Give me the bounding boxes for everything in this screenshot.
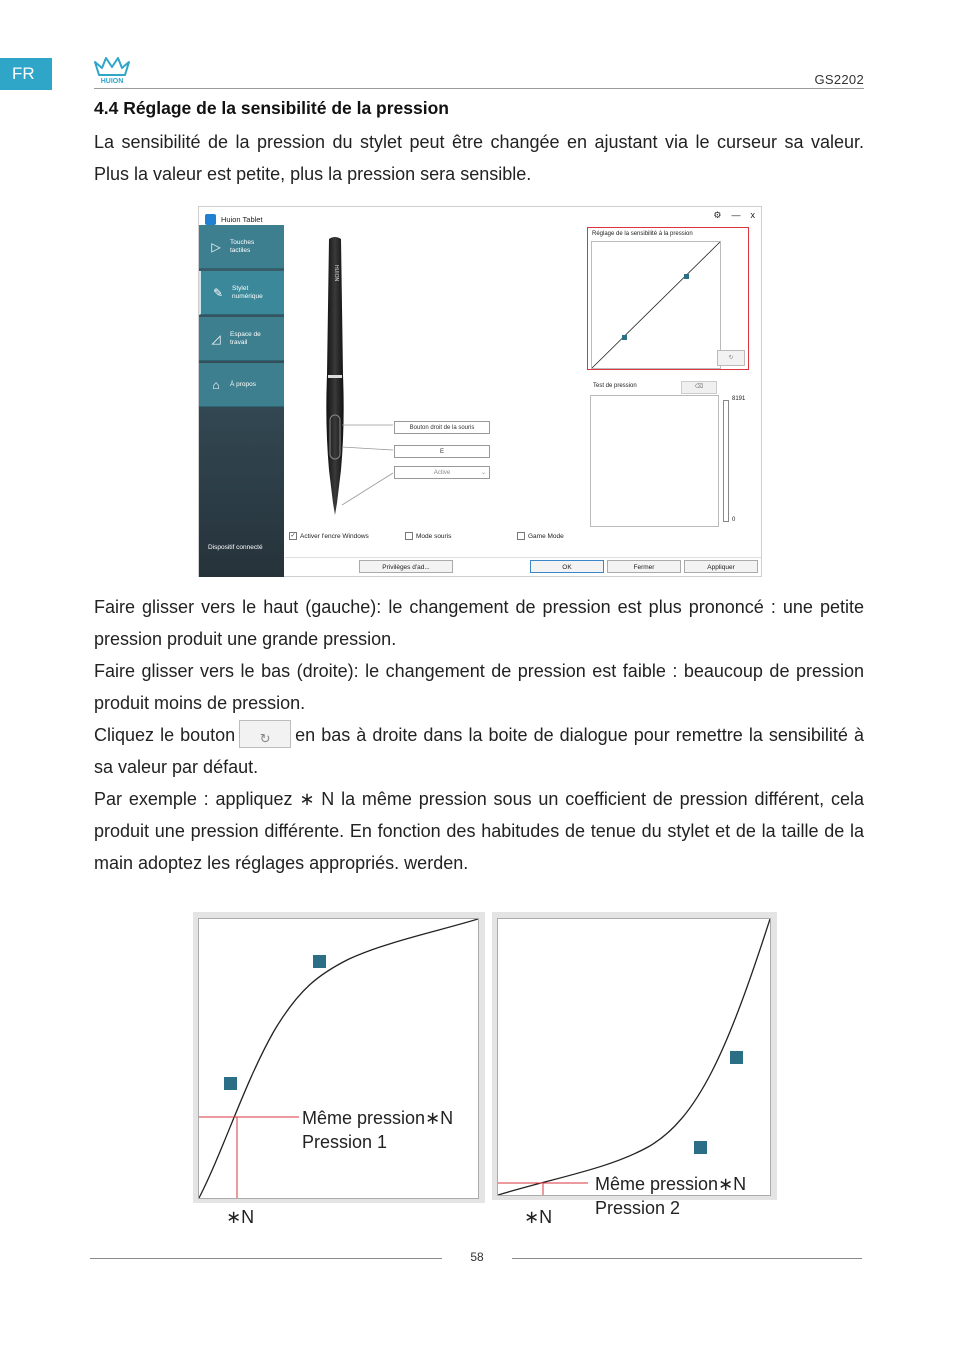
driver-window-screenshot: [198, 206, 762, 577]
reset-icon: ↻: [259, 731, 271, 747]
sidebar-item-pen[interactable]: ✎ Stylet numérique: [199, 271, 284, 315]
close-icon[interactable]: x: [750, 210, 755, 220]
curve-diagram-left: [193, 912, 485, 1203]
pressure-max-value: 8191: [732, 396, 746, 402]
paragraph-drag-up: Faire glisser vers le haut (gauche): le changement de pression est plus prononcé : une petite pression produit une grande pression.: [94, 597, 864, 649]
close-button[interactable]: Fermer: [607, 560, 681, 573]
checkbox-icon: [517, 532, 525, 540]
settings-icon[interactable]: ⚙: [713, 210, 722, 220]
left-diagram-label: Même pression∗N Pression 1: [302, 1108, 454, 1152]
paragraph-reset: Cliquez le bouton ↻ en bas à droite dans la boite de dialogue pour remettre la sensibilité à sa valeur par défaut.: [94, 719, 864, 783]
home-icon: ⌂: [212, 377, 220, 392]
curve-handle-high[interactable]: [684, 274, 689, 279]
reset-button-illustration: [239, 720, 291, 748]
pressure-sensitivity-label: Réglage de la sensibilité à la pression: [592, 231, 693, 237]
curve-plot-left: [198, 918, 479, 1199]
pressure-sensitivity-panel: [587, 227, 749, 370]
pressure-test-area[interactable]: [590, 395, 719, 527]
curve-handle-low: [694, 1141, 707, 1154]
chevron-down-icon: ⌄: [480, 470, 486, 476]
huion-logo: [92, 54, 132, 86]
game-mode-checkbox[interactable]: Game Mode: [517, 532, 564, 540]
device-status: Dispositif connecté: [208, 544, 263, 551]
pen-illustration: [285, 225, 585, 535]
apply-button[interactable]: Appliquer: [684, 560, 758, 573]
curve-handle-high: [313, 955, 326, 968]
pen-tip-mode-select[interactable]: Active ⌄: [394, 466, 490, 479]
pen-icon: ✎: [212, 285, 224, 300]
section-title: 4.4 Réglage de la sensibilité de la pression: [94, 98, 449, 118]
pressure-curve-plot[interactable]: [591, 241, 721, 369]
window-controls: [713, 210, 755, 221]
minimize-icon[interactable]: —: [731, 210, 741, 220]
pen-button-upper-mapping[interactable]: Bouton droit de la souris: [394, 421, 490, 434]
paragraph-example: Par exemple : appliquez ∗ N la même pression sous un coefficient de pression différent, cela produit une pression différente. En fonction des habitudes de tenue du stylet et de la taille de la main adoptez les réglages appropriés. werden.: [94, 789, 864, 873]
pressure-min-value: 0: [732, 517, 736, 523]
paragraph-drag-down: Faire glisser vers le bas (droite): le changement de pression est faible : beaucoup de pression produit moins de pression.: [94, 661, 864, 713]
ok-button[interactable]: OK: [530, 560, 604, 573]
logo-text: HUION: [100, 78, 124, 85]
page-number: 58: [470, 1250, 484, 1264]
language-tab: FR: [0, 58, 52, 90]
sidebar: [199, 225, 284, 577]
checkbox-checked-icon: ✓: [290, 533, 296, 539]
curve-handle-low[interactable]: [622, 335, 627, 340]
sidebar-item-about[interactable]: ⌂ À propos: [199, 363, 284, 407]
sidebar-item-workspace[interactable]: ◿ Espace de travail: [199, 317, 284, 361]
reset-curve-button[interactable]: ↻: [717, 350, 745, 366]
pressure-test-label: Test de pression: [593, 383, 637, 389]
footer-rule-right: [512, 1258, 862, 1259]
left-diagram-axis-label: ∗N: [226, 1207, 255, 1227]
right-diagram-label: Même pression∗N Pression 2: [595, 1174, 747, 1218]
curve-plot-right: [497, 918, 771, 1196]
pressure-level-bar: [723, 400, 729, 522]
intro-paragraph: La sensibilité de la pression du stylet peut être changée en ajustant via le curseur sa valeur. Plus la valeur est petite, plus la pression sera sensible.: [94, 132, 864, 184]
windows-ink-checkbox[interactable]: ✓ Activer l'encre Windows: [290, 532, 369, 540]
sidebar-item-touch-keys[interactable]: ▷ Touches tactiles: [199, 225, 284, 269]
curve-handle-low: [224, 1077, 237, 1090]
admin-privileges-button[interactable]: Privilèges d'ad...: [359, 560, 453, 573]
app-logo-icon: [205, 214, 216, 225]
model-name: GS2202: [814, 72, 864, 87]
workspace-icon: ◿: [211, 331, 221, 346]
curve-handle-high: [730, 1051, 743, 1064]
pen-button-lower-mapping[interactable]: E: [394, 445, 490, 458]
header-divider: [94, 88, 864, 89]
clear-pressure-test-button[interactable]: ⌫: [681, 381, 717, 394]
footer-rule-left: [90, 1258, 442, 1259]
curve-diagram-right: [492, 912, 777, 1200]
mouse-mode-checkbox[interactable]: Mode souris: [405, 532, 451, 540]
pen-brand-text: HUION: [333, 265, 339, 282]
right-diagram-axis-label: ∗N: [524, 1207, 553, 1227]
window-title: Huion Tablet: [205, 211, 263, 227]
footer-divider: [285, 557, 761, 558]
cursor-icon: ▷: [211, 239, 221, 254]
checkbox-icon: [405, 532, 413, 540]
